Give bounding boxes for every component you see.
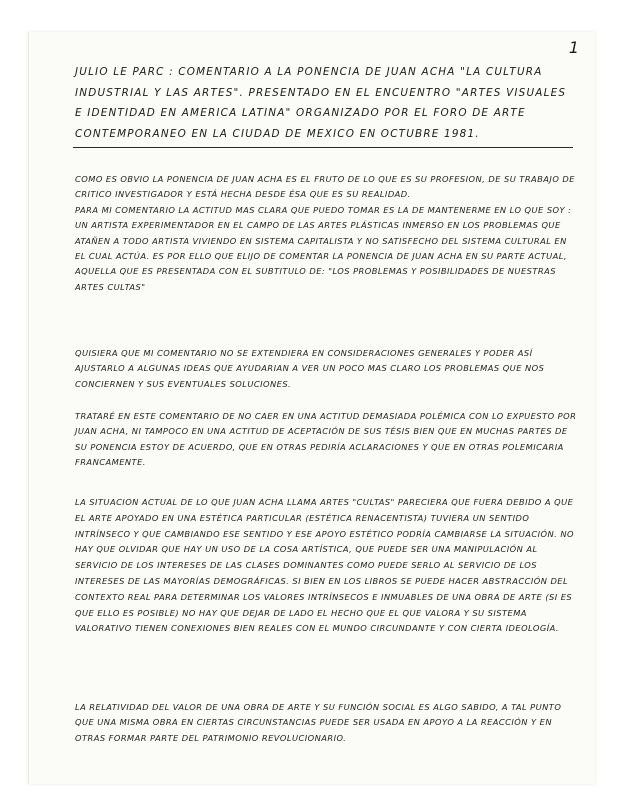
paragraph-5: LA RELATIVIDAD DEL VALOR DE UNA OBRA DE ARTE Y SU FUNCIÓN SOCIAL ES ALGO SABIDO, A TAL PUNTO QUE UNA MISMA OBRA EN CIERTAS CIRCUNSTANCIAS PUEDE SER USADA EN APOYO A LA REACCIÓN Y EN OTRAS FORMAR PARTE DEL PATRIMONIO REVOLUCIONARIO. <box>75 702 562 743</box>
document-heading: JULIO LE PARC : COMENTARIO A LA PONENCIA DE JUAN ACHA "LA CULTURA INDUSTRIAL Y LAS ARTES". PRESENTADO EN EL ENCUENTRO "ARTES VISUALES E IDENTIDAD EN AMERICA LATINA" ORGANIZADO POR EL FORO DE ARTE CONTEMPORANEO EN LA CIUDAD DE MEXICO EN OCTUBRE 1981. <box>75 66 567 140</box>
paragraph-4: LA SITUACION ACTUAL DE LO QUE JUAN ACHA LLAMA ARTES "CULTAS" PARECIERA QUE FUERA DEBIDO A QUE EL ARTE APOYADO EN UNA ESTÉTICA PARTICULAR (ESTÉTICA RENACENTISTA) TUVIERA UN SENTIDO INTRÍNSECO Y QUE CAMBIANDO ESE SENTIDO Y ESE APOYO ESTÉTICO PODRÍA CAMBIARSE LA SITUACIÓN. NO HAY QUE OLVIDAR QUE HAY UN USO DE LA COSA ARTÍSTICA, QUE PUEDE SER UNA MANIPULACIÓN AL SERVICIO DE LOS INTERESES DE LAS CLASES DOMINANTES COMO PUEDE SERLO AL SERVICIO DE LOS INTERESES DE LAS MAYORÍAS DEMOGRÁFICAS. SI BIEN EN LOS LIBROS SE PUEDE HACER ABSTRACCIÓN DEL CONTEXTO REAL PARA DETERMINAR LOS VALORES INTRÍNSECOS E INMUABLES DE UNA OBRA DE ARTE (SI ES QUE ELLO ES POSIBLE) NO HAY QUE DEJAR DE LADO EL HECHO QUE EL QUE VALORA Y SU SISTEMA VALORATIVO TIENEN CONEXIONES BIEN REALES CON EL MUNDO CIRCUNDANTE Y CON CIERTA IDEOLOGÍA. <box>75 497 574 634</box>
paragraph-3: TRATARÉ EN ESTE COMENTARIO DE NO CAER EN UNA ACTITUD DEMASIADA POLÉMICA CON LO EXPUESTO POR JUAN ACHA, NI TAMPOCO EN UNA ACTITUD DE ACEPTACIÓN DE SUS TÉSIS BIEN QUE EN MUCHAS PARTES DE SU PONENCIA ESTOY DE ACUERDO, QUE EN OTRAS PEDIRÍA ACLARACIONES Y QUE EN OTRAS POLEMICARIA FRANCAMENTE. <box>75 411 577 468</box>
paragraph-1: COMO ES OBVIO LA PONENCIA DE JUAN ACHA ES EL FRUTO DE LO QUE ES SU PROFESION, DE SU TRABAJO DE CRITICO INVESTIGADOR Y ESTÁ HECHA DESDE ÉSA QUE ES SU REALIDAD. PARA MI COMENTARIO LA ACTITUD MAS CLARA QUE PUEDO TOMAR ES LA DE MANTENERME EN LO QUE SOY : UN ARTISTA EXPERIMENTADOR EN EL CAMPO DE LAS ARTES PLÁSTICAS INMERSO EN LOS PROBLEMAS QUE ATAÑEN A TODO ARTISTA VIVIENDO EN SISTEMA CAPITALISTA Y NO SATISFECHO DEL SISTEMA CULTURAL EN EL CUAL ACTÚA. ES POR ELLO QUE ELIJO DE COMENTAR LA PONENCIA DE JUAN ACHA EN SU PARTE ACTUAL, AQUELLA QUE ES PRESENTADA CON EL SUBTITULO DE: "LOS PROBLEMAS Y POSIBILIDADES DE NUESTRAS ARTES CULTAS" <box>75 174 575 292</box>
page-number: 1 <box>568 38 579 57</box>
paragraph-2: QUISIERA QUE MI COMENTARIO NO SE EXTENDIERA EN CONSIDERACIONES GENERALES Y PODER ASÍ AJUSTARLO A ALGUNAS IDEAS QUE AYUDARIAN A VER UN POCO MAS CLARO LOS PROBLEMAS QUE NOS CONCIERNEN Y SUS EVENTUALES SOLUCIONES. <box>75 348 545 389</box>
heading-underline <box>73 147 573 148</box>
document-page <box>28 32 595 784</box>
